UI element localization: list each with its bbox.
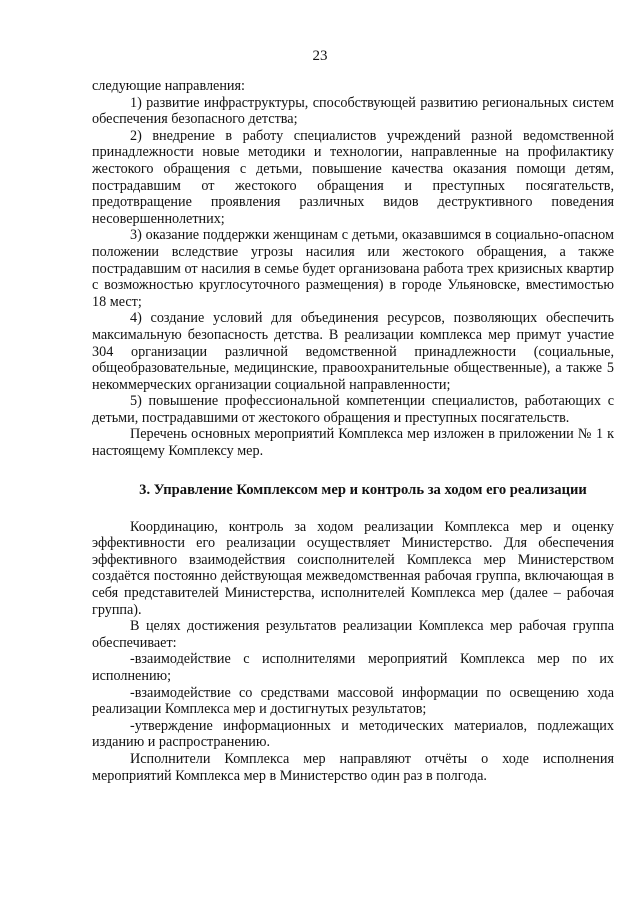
duty-item-2: -взаимодействие со средствами массовой информации по освещению хода реализации Комплекса мер и достигнутых результатов; — [92, 684, 614, 718]
list-item-5: 5) повышение профессиональной компетенции специалистов, работающих с детьми, пострадавшими от жестокого обращения и преступных посягательств. — [92, 393, 614, 426]
list-item-3: 3) оказание поддержки женщинам с детьми, оказавшимся в социально-опасном положении вследствие угрозы насилия или жестокого обращения, а также пострадавшим от насилия в семье будет организована работа трех кризисных квартир с возможностью круглосуточного размещения) в городе Ульяновске, вместимостью 18 мест; — [92, 227, 614, 310]
reporting-paragraph: Исполнители Комплекса мер направляют отчёты о ходе исполнения мероприятий Комплекса мер в Министерство один раз в полгода. — [92, 750, 614, 784]
intro-line: следующие направления: — [92, 78, 245, 94]
list-item-2: 2) внедрение в работу специалистов учреждений разной ведомственной принадлежности новые методики и технологии, направленные на профилактику жестокого обращения с детьми, повышение качества оказания помощи детям, пострадавшим от жестокого обращения и преступных посягательств, предотвращение проявления различных видов деструктивного поведения несовершеннолетних; — [92, 127, 614, 227]
body-text — [92, 78, 614, 784]
spacer — [92, 460, 614, 482]
appendix-reference: Перечень основных мероприятий Комплекса мер изложен в приложении № 1 к настоящему Комплексу мер. — [92, 426, 614, 460]
duty-item-1: -взаимодействие с исполнителями мероприятий Комплекса мер по их исполнению; — [92, 651, 614, 684]
spacer — [92, 499, 614, 519]
list-item-1: 1) развитие инфраструктуры, способствующей развитию региональных систем обеспечения безопасного детства; — [92, 94, 614, 128]
coordination-paragraph: Координацию, контроль за ходом реализации Комплекса мер и оценку эффективности его реализации осуществляет Министерство. Для обеспечения эффективного взаимодействия соисполнителей Комплекса мер Министерством создаётся постоянно действующая межведомственная рабочая группа, включающая в себя представителей Министерства, исполнителей Комплекса мер (далее – рабочая группа). — [92, 518, 614, 618]
list-item-4: 4) создание условий для объединения ресурсов, позволяющих обеспечить максимальную безопасность детства. В реализации комплекса мер примут участие 304 организации различной ведомственной принадлежности (социальные, общеобразовательные, медицинские, правоохранительные общественные), а также 5 некоммерческих организации социальной направленности; — [92, 310, 614, 393]
duty-item-3: -утверждение информационных и методических материалов, подлежащих изданию и распространению. — [92, 717, 614, 751]
goals-paragraph: В целях достижения результатов реализации Комплекса мер рабочая группа обеспечивает: — [92, 618, 614, 651]
page-number: 23 — [312, 48, 328, 64]
section-heading: 3. Управление Комплексом мер и контроль за ходом его реализации — [139, 481, 587, 498]
